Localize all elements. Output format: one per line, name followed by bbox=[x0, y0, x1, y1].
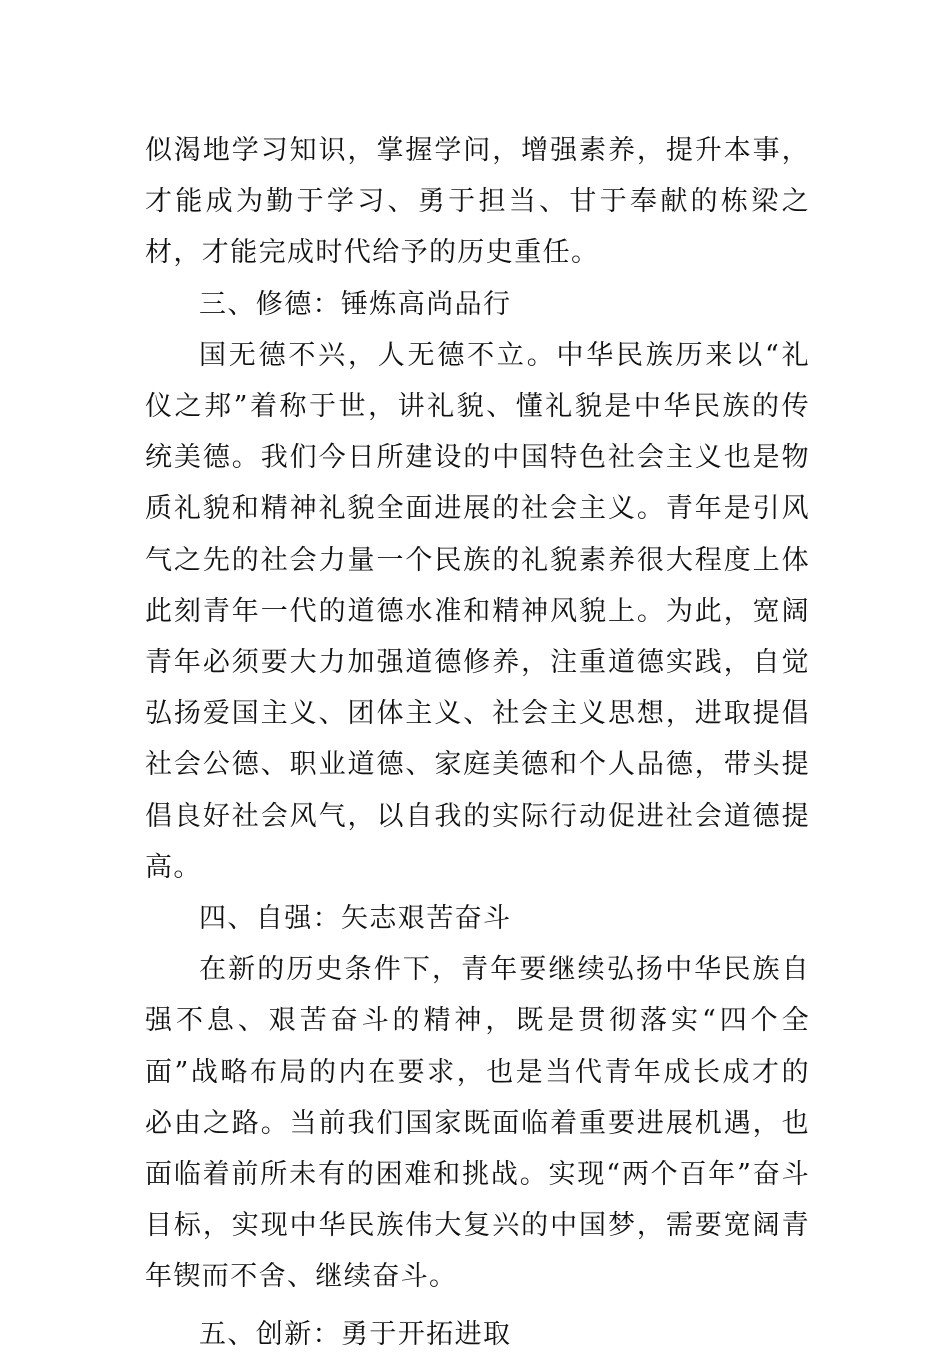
paragraph-xiude: 国无德不兴，人无德不立。中华民族历来以“礼仪之邦”着称于世，讲礼貌、懂礼貌是中华民族的传统美德。我们今日所建设的中国特色社会主义也是物质礼貌和精神礼貌全面进展的社会主义。青年是引风气之先的社会力量一个民族的礼貌素养很大程度上体此刻青年一代的道德水准和精神风貌上。为此，宽阔青年必须要大力加强道德修养，注重道德实践，自觉弘扬爱国主义、团体主义、社会主义思想，进取提倡社会公德、职业道德、家庭美德和个人品德，带头提倡良好社会风气，以自我的实际行动促进社会道德提高。 bbox=[145, 339, 810, 883]
section-heading-chuangxin: 五、创新：勇于开拓进取 bbox=[199, 1318, 512, 1350]
section-heading-ziqiang: 四、自强：矢志艰苦奋斗 bbox=[199, 903, 512, 935]
document-body bbox=[145, 125, 810, 1360]
paragraph-continuation: 似渴地学习知识，掌握学问，增强素养，提升本事，才能成为勤于学习、勇于担当、甘于奉献的栋梁之材，才能完成时代给予的历史重任。 bbox=[145, 135, 810, 269]
section-heading-xiude: 三、修德：锤炼高尚品行 bbox=[199, 288, 512, 320]
paragraph-ziqiang: 在新的历史条件下，青年要继续弘扬中华民族自强不息、艰苦奋斗的精神，既是贯彻落实“四个全面”战略布局的内在要求，也是当代青年成长成才的必由之路。当前我们国家既面临着重要进展机遇，也面临着前所未有的困难和挑战。实现“两个百年”奋斗目标，实现中华民族伟大复兴的中国梦，需要宽阔青年锲而不舍、继续奋斗。 bbox=[145, 954, 810, 1293]
